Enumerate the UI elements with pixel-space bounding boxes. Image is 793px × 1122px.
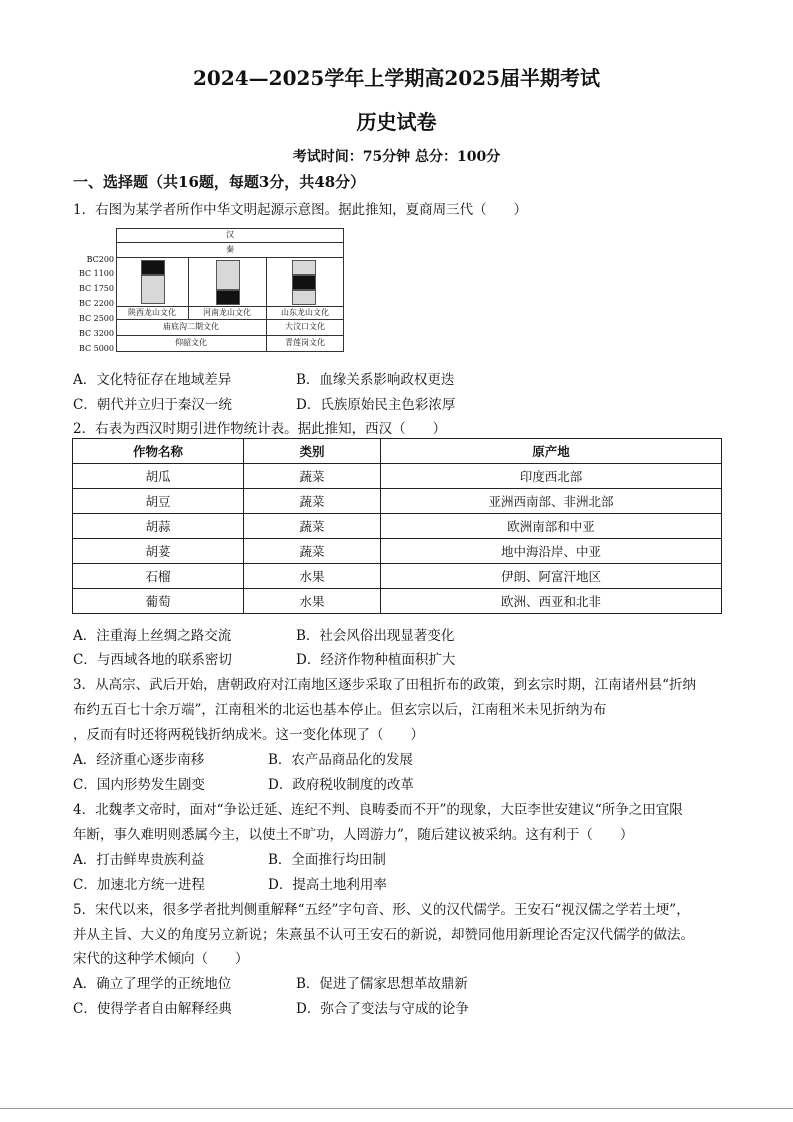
bar-shandong-light-bottom (292, 290, 316, 305)
cell-type: 蔬菜 (244, 489, 381, 514)
q3-option-c: C．国内形势发生剧变 (73, 777, 205, 793)
q2-option-b: B．社会风俗出现显著变化 (296, 628, 455, 644)
culture-shaanxi: 陕西龙山文化 (128, 308, 176, 317)
q4-line-1: 4．北魏孝文帝时，面对“争讼迁延、连纪不判、良畴委而不开”的现象，大臣李世安建议“所争之田宜限 (73, 802, 683, 818)
col-header-crop: 作物名称 (73, 439, 244, 464)
q4-option-b: B．全面推行均田制 (268, 852, 386, 868)
culture-miaodigou: 庙底沟二期文化 (163, 322, 219, 331)
q1-option-b: B．血缘关系影响政权更迭 (296, 372, 455, 388)
bar-shandong-light-top (292, 260, 316, 275)
q5-line-2: 并从主旨、大义的角度另立新说；朱熹虽不认可王安石的新说，却赞同他用新理论否定汉代儒学的做法。 (73, 927, 694, 943)
bar-henan-light (216, 260, 240, 290)
bar-henan-dark (216, 290, 240, 305)
exam-title: 2024—2025学年上学期高2025届半期考试 (193, 66, 600, 90)
table-row (73, 589, 722, 614)
table-row (73, 489, 722, 514)
table-row (73, 514, 722, 539)
q4-option-a: A．打击鲜卑贵族利益 (73, 852, 205, 868)
section-heading: 一、选择题（共16题，每题3分，共48分） (73, 173, 366, 191)
q5-option-d: D．弥合了变法与守成的论争 (296, 1001, 469, 1017)
cell-origin: 欧洲南部和中亚 (381, 514, 722, 539)
y-label: BC200 (86, 255, 114, 264)
cell-type: 水果 (244, 589, 381, 614)
q1-option-d: D．氏族原始民主色彩浓厚 (296, 397, 456, 413)
culture-yangshao: 仰韶文化 (175, 338, 207, 347)
page-bottom-divider (0, 1108, 793, 1109)
q5-line-1: 5．宋代以来，很多学者批判侧重解释“五经”字句音、形、义的汉代儒学。王安石“视汉儒之学若土埂”， (73, 902, 690, 918)
q2-stem: 2．右表为西汉时期引进作物统计表。据此推知，西汉（ ） (73, 421, 447, 437)
table-header-row (73, 439, 722, 464)
q1-stem: 1．右图为某学者所作中华文明起源示意图。据此推知，夏商周三代（ ） (73, 202, 528, 218)
q5-option-b: B．促进了儒家思想革故鼎新 (296, 976, 468, 992)
y-label: BC 2500 (78, 314, 114, 323)
table-row (73, 564, 722, 589)
q1-option-c: C．朝代并立归于秦汉一统 (73, 397, 232, 413)
table-row (73, 539, 722, 564)
cell-origin: 地中海沿岸、中亚 (381, 539, 722, 564)
q2-option-d: D．经济作物种植面积扩大 (296, 652, 456, 668)
y-label: BC 1750 (78, 284, 114, 293)
subject-title: 历史试卷 (356, 110, 437, 134)
q2-option-c: C．与西域各地的联系密切 (73, 652, 232, 668)
cell-crop: 胡豆 (73, 489, 244, 514)
q3-line-2: 布约五百七十余万端”，江南租米的北运也基本停止。但玄宗以后，江南租米未见折纳为布 (73, 702, 607, 718)
cell-origin: 伊朗、阿富汗地区 (381, 564, 722, 589)
q4-option-c: C．加速北方统一进程 (73, 877, 205, 893)
cell-type: 蔬菜 (244, 514, 381, 539)
q3-option-d: D．政府税收制度的改革 (268, 777, 414, 793)
col-header-type: 类别 (244, 439, 381, 464)
civilization-origin-figure (78, 228, 344, 354)
q4-option-d: D．提高土地利用率 (268, 877, 387, 893)
crops-table (72, 438, 722, 614)
cell-crop: 胡瓜 (73, 464, 244, 489)
q5-option-c: C．使得学者自由解释经典 (73, 1001, 232, 1017)
bar-shaanxi-dark (141, 260, 165, 275)
cell-type: 水果 (244, 564, 381, 589)
table-row (73, 464, 722, 489)
culture-shandong: 山东龙山文化 (281, 308, 329, 317)
q1-option-a: A．文化特征存在地域差异 (73, 372, 232, 388)
culture-dawenkou: 大汶口文化 (285, 322, 325, 331)
y-label: BC 3200 (78, 329, 114, 338)
cell-crop: 胡蒜 (73, 514, 244, 539)
cell-type: 蔬菜 (244, 539, 381, 564)
row-qin: 秦 (226, 245, 234, 254)
cell-crop: 胡荽 (73, 539, 244, 564)
q2-option-a: A．注重海上丝绸之路交流 (73, 628, 232, 644)
q5-option-a: A．确立了理学的正统地位 (73, 976, 232, 992)
culture-henan: 河南龙山文化 (203, 308, 251, 317)
cell-crop: 石榴 (73, 564, 244, 589)
cell-origin: 亚洲西南部、非洲北部 (381, 489, 722, 514)
q5-line-3: 宋代的这种学术倾向（ ） (73, 951, 249, 967)
q3-line-3: ，反而有时还将两税钱折纳成米。这一变化体现了（ ） (73, 727, 424, 743)
cell-origin: 印度西北部 (381, 464, 722, 489)
row-han: 汉 (226, 230, 234, 239)
q3-option-b: B．农产品商品化的发展 (268, 752, 413, 768)
exam-info: 考试时间：75分钟 总分：100分 (292, 149, 501, 165)
y-label: BC 2200 (78, 299, 114, 308)
bar-shandong-dark (292, 275, 316, 290)
q3-line-1: 3．从高宗、武后开始，唐朝政府对江南地区逐步采取了田租折布的政策，到玄宗时期，江南诸州县“折纳 (73, 677, 696, 693)
bar-shaanxi-light (141, 275, 165, 304)
y-label: BC 1100 (78, 269, 114, 278)
culture-qinglian: 青莲岗文化 (285, 338, 325, 347)
q3-option-a: A．经济重心逐步南移 (73, 752, 205, 768)
cell-crop: 葡萄 (73, 589, 244, 614)
col-header-origin: 原产地 (381, 439, 722, 464)
cell-type: 蔬菜 (244, 464, 381, 489)
y-label: BC 5000 (78, 344, 114, 353)
cell-origin: 欧洲、西亚和北非 (381, 589, 722, 614)
q4-line-2: 年断，事久难明则悉属今主，以使土不旷功，人罔游力”，随后建议被采纳。这有利于（ ） (73, 827, 634, 843)
